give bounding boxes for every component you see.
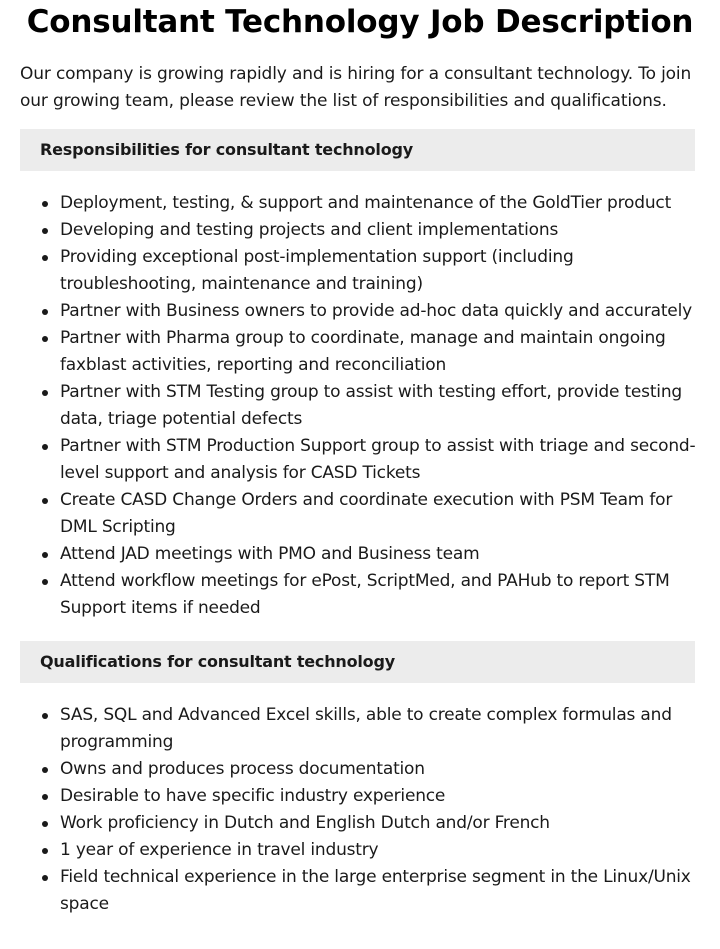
list-item: Partner with STM Production Support group to assist with triage and second-level support and analysis for CASD Tickets [60, 433, 696, 487]
qualifications-list [20, 702, 696, 918]
list-item: Attend JAD meetings with PMO and Business team [60, 541, 696, 568]
list-item: Attend workflow meetings for ePost, ScriptMed, and PAHub to report STM Support items if needed [60, 568, 696, 622]
list-item: Work proficiency in Dutch and English Dutch and/or French [60, 810, 696, 837]
intro-paragraph: Our company is growing rapidly and is hiring for a consultant technology. To join our growing team, please review the list of responsibilities and qualifications. [20, 64, 692, 111]
list-item: Partner with STM Testing group to assist with testing effort, provide testing data, triage potential defects [60, 379, 696, 433]
responsibilities-heading: Responsibilities for consultant technology [20, 129, 695, 171]
responsibilities-list [20, 190, 696, 622]
list-item: 1 year of experience in travel industry [60, 837, 696, 864]
list-item: Providing exceptional post-implementation support (including troubleshooting, maintenance and training) [60, 244, 696, 298]
list-item: Desirable to have specific industry experience [60, 783, 696, 810]
page-title: Consultant Technology Job Description [26, 4, 694, 40]
list-item: Partner with Pharma group to coordinate, manage and maintain ongoing faxblast activities, reporting and reconciliation [60, 325, 696, 379]
list-item: Partner with Business owners to provide ad-hoc data quickly and accurately [60, 298, 696, 325]
list-item: Deployment, testing, & support and maintenance of the GoldTier product [60, 190, 696, 217]
list-item: Developing and testing projects and client implementations [60, 217, 696, 244]
list-item: Create CASD Change Orders and coordinate execution with PSM Team for DML Scripting [60, 487, 696, 541]
qualifications-heading: Qualifications for consultant technology [20, 641, 695, 683]
list-item: Field technical experience in the large enterprise segment in the Linux/Unix space [60, 864, 696, 918]
list-item: SAS, SQL and Advanced Excel skills, able to create complex formulas and programming [60, 702, 696, 756]
list-item: Owns and produces process documentation [60, 756, 696, 783]
